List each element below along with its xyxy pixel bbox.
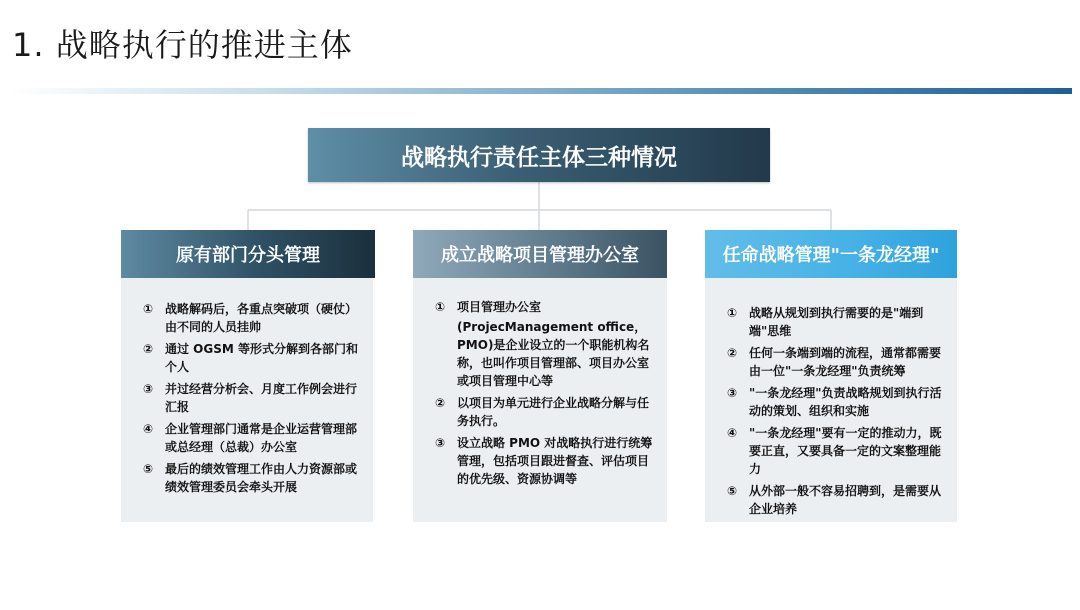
- item-text: 战略解码后，各重点突破项（硬仗）由不同的人员挂帅: [165, 302, 358, 334]
- column-header-text: 原有部门分头管理: [176, 245, 320, 266]
- item-number: ①: [435, 300, 446, 314]
- list-item: [435, 434, 655, 488]
- list-item: [143, 340, 361, 376]
- item-text: "一条龙经理"要有一定的推动力，既要正直，又要具备一定的文案整理能力: [749, 426, 942, 476]
- column-header-text: 成立战略项目管理办公室: [441, 245, 639, 266]
- item-number: ②: [143, 342, 154, 356]
- list-item: [727, 344, 945, 380]
- item-number: ⑤: [143, 462, 154, 476]
- list-item: [143, 300, 361, 336]
- column-panel-departments: [121, 278, 373, 522]
- list-item: [143, 420, 361, 456]
- item-number: ②: [435, 396, 446, 410]
- column-header-text: 任命战略管理"一条龙经理": [722, 245, 940, 266]
- item-number: ②: [727, 346, 738, 360]
- column-panel-manager: [705, 278, 957, 522]
- item-number: ①: [727, 306, 738, 320]
- list-item: [435, 298, 655, 390]
- column-header-pmo: [413, 230, 667, 278]
- item-text: 从外部一般不容易招聘到，是需要从企业培养: [749, 484, 942, 516]
- item-text: 最后的绩效管理工作由人力资源部或绩效管理委员会牵头开展: [165, 462, 358, 494]
- page-title: 1. 战略执行的推进主体: [12, 26, 353, 64]
- main-title-box: [308, 128, 770, 182]
- item-number: ③: [143, 382, 154, 396]
- item-text: 并过经营分析会、月度工作例会进行汇报: [165, 382, 358, 414]
- list-item: [727, 482, 945, 518]
- list-item: [435, 394, 655, 430]
- item-text: "一条龙经理"负责战略规划到执行活动的策划、组织和实施: [749, 386, 942, 418]
- item-text: 通过 OGSM 等形式分解到各部门和个人: [165, 342, 358, 374]
- item-detail: (ProjecManagement office， PMO)是企业设立的一个职能机构名称，也叫作项目管理部、项目办公室或项目管理中心等: [457, 320, 650, 388]
- column-panel-pmo: [413, 278, 667, 522]
- title-divider: [10, 88, 1072, 94]
- item-text: 以项目为单元进行企业战略分解与任务执行。: [457, 396, 650, 428]
- list-item: [143, 380, 361, 416]
- main-title-text: 战略执行责任主体三种情况: [401, 143, 677, 171]
- column-header-departments: [121, 230, 375, 278]
- item-number: ③: [435, 436, 446, 450]
- item-title: 项目管理办公室: [457, 300, 542, 314]
- list-item: [727, 384, 945, 420]
- item-number: ⑤: [727, 484, 738, 498]
- item-text: 战略从规划到执行需要的是"端到端"思维: [749, 306, 924, 338]
- item-text: 任何一条端到端的流程，通常都需要由一位"一条龙经理"负责统筹: [749, 346, 942, 378]
- list-item: [143, 460, 361, 496]
- column-header-manager: [705, 230, 957, 278]
- item-text: 企业管理部门通常是企业运营管理部或总经理（总裁）办公室: [165, 422, 358, 454]
- list-item: [727, 424, 945, 478]
- item-text: [457, 298, 655, 390]
- item-text: 设立战略 PMO 对战略执行进行统筹管理，包括项目跟进督查、评估项目的优先级、资源协调等: [457, 436, 653, 486]
- item-number: ③: [727, 386, 738, 400]
- item-number: ④: [727, 426, 738, 440]
- list-item: [727, 304, 945, 340]
- item-number: ④: [143, 422, 154, 436]
- item-number: ①: [143, 302, 154, 316]
